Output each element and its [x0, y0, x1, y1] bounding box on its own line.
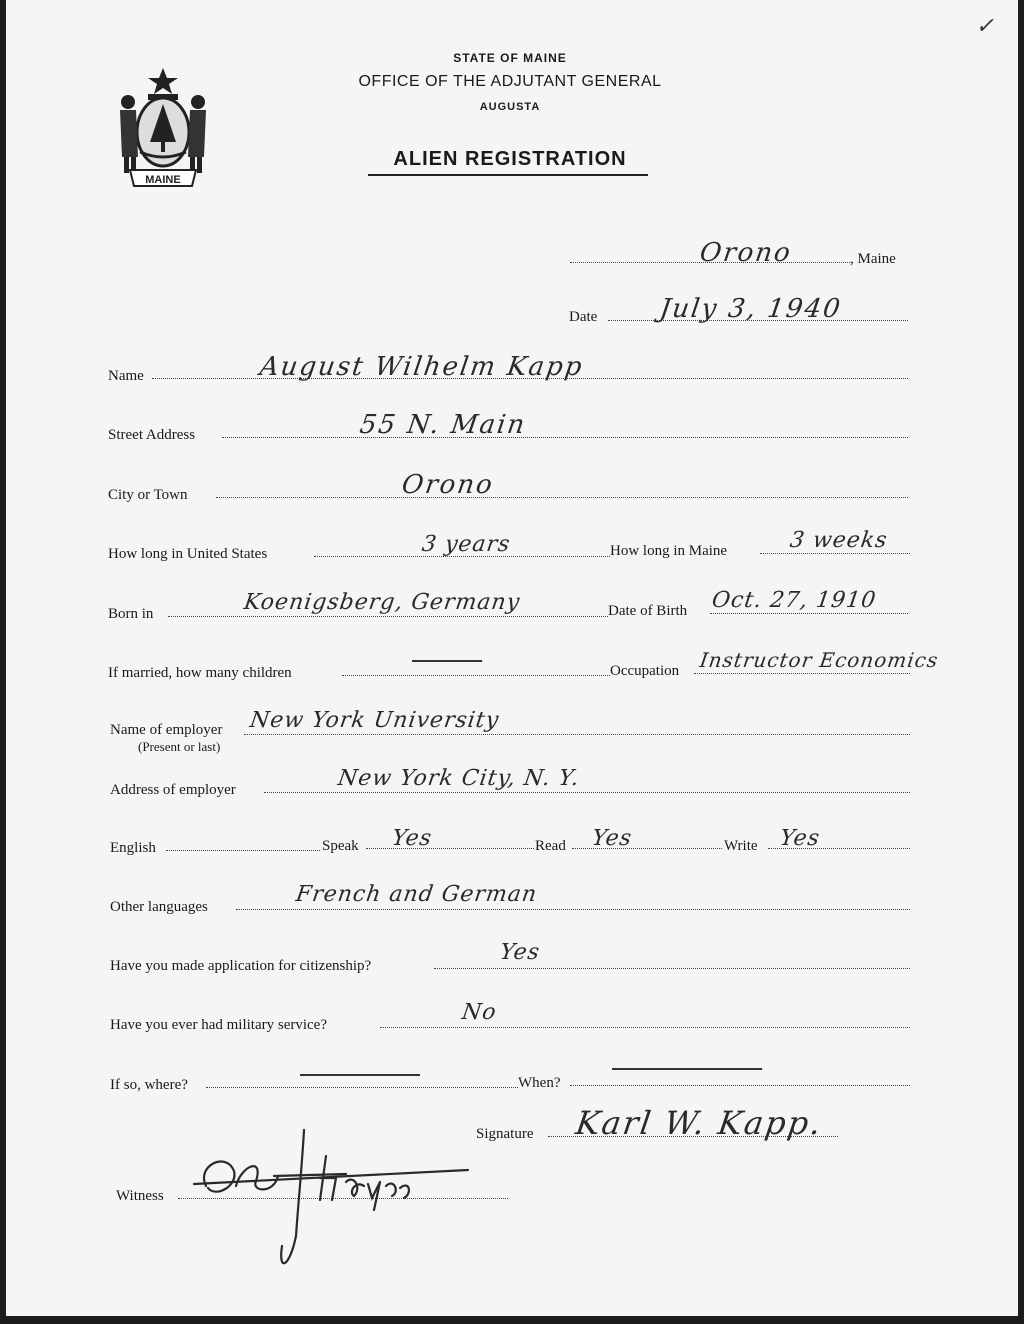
military-line — [380, 1027, 910, 1028]
scan-edge-right — [1018, 0, 1024, 1324]
seal-banner: MAINE — [145, 174, 181, 186]
street-line — [222, 437, 908, 438]
place-field[interactable]: Orono — [697, 238, 794, 268]
other-languages-field[interactable]: French and German — [294, 882, 539, 907]
other-languages-line — [236, 909, 910, 910]
employer-address-label: Address of employer — [110, 782, 236, 798]
children-label: If married, how many children — [108, 665, 292, 681]
date-label: Date — [569, 309, 598, 325]
military-label: Have you ever had military service? — [110, 1017, 327, 1033]
write-label: Write — [724, 838, 758, 854]
occupation-label: Occupation — [610, 663, 680, 679]
dob-label: Date of Birth — [608, 603, 688, 619]
when-line — [570, 1085, 910, 1086]
read-label: Read — [535, 838, 566, 854]
city-label: City or Town — [108, 487, 188, 503]
english-line — [166, 850, 320, 851]
scan-edge-bottom — [0, 1316, 1024, 1324]
employer-sublabel: (Present or last) — [138, 739, 221, 754]
english-label: English — [110, 840, 156, 856]
dob-line — [710, 613, 908, 614]
occupation-field[interactable]: Instructor Economics — [698, 648, 940, 672]
employer-address-field[interactable]: New York City, N. Y. — [336, 766, 582, 791]
form-title: ALIEN REGISTRATION — [393, 148, 627, 170]
children-dash — [412, 660, 482, 662]
date-field[interactable]: July 3, 1940 — [657, 294, 844, 324]
citizenship-field[interactable]: Yes — [498, 940, 542, 965]
occupation-line — [694, 673, 910, 674]
how-long-maine-field[interactable]: 3 weeks — [788, 528, 890, 553]
employer-field[interactable]: New York University — [248, 708, 501, 733]
signature-field[interactable]: Karl W. Kapp. — [573, 1104, 826, 1142]
employer-address-line — [264, 792, 910, 793]
speak-field[interactable]: Yes — [390, 826, 434, 851]
where-label: If so, where? — [110, 1077, 188, 1093]
witness-label: Witness — [116, 1188, 164, 1204]
check-mark: ✓ — [975, 14, 994, 39]
employer-line — [244, 734, 910, 735]
city-line — [216, 497, 908, 498]
how-long-maine-line — [760, 553, 910, 554]
other-languages-label: Other languages — [110, 899, 208, 915]
signature-label: Signature — [476, 1126, 534, 1142]
dob-field[interactable]: Oct. 27, 1910 — [710, 588, 878, 613]
how-long-us-field[interactable]: 3 years — [420, 532, 513, 557]
born-in-line — [168, 616, 608, 617]
born-in-field[interactable]: Koenigsberg, Germany — [242, 590, 522, 615]
how-long-us-label: How long in United States — [108, 546, 268, 562]
how-long-maine-label: How long in Maine — [610, 543, 728, 559]
city-field[interactable]: Orono — [399, 470, 496, 500]
state-heading: STATE OF MAINE — [453, 51, 567, 65]
born-in-label: Born in — [108, 606, 154, 622]
speak-label: Speak — [322, 838, 359, 854]
citizenship-line — [434, 968, 910, 969]
street-label: Street Address — [108, 427, 196, 443]
where-dash — [300, 1074, 420, 1076]
name-label: Name — [108, 368, 144, 384]
place-suffix: , Maine — [850, 251, 896, 267]
city-heading: AUGUSTA — [479, 101, 541, 113]
where-line — [206, 1087, 518, 1088]
office-heading: OFFICE OF THE ADJUTANT GENERAL — [358, 73, 662, 90]
street-field[interactable]: 55 N. Main — [357, 410, 529, 440]
when-dash — [612, 1068, 762, 1070]
citizenship-label: Have you made application for citizenship? — [110, 958, 372, 974]
military-field[interactable]: No — [460, 1000, 499, 1025]
write-field[interactable]: Yes — [778, 826, 822, 851]
witness-signature-icon[interactable] — [186, 1126, 476, 1276]
children-line — [342, 675, 610, 676]
employer-label: Name of employer — [110, 722, 223, 738]
when-label: When? — [518, 1075, 561, 1091]
scan-edge-left — [0, 0, 6, 1324]
title-underline — [368, 174, 648, 176]
maine-state-seal-icon — [108, 62, 218, 190]
read-field[interactable]: Yes — [590, 826, 634, 851]
name-field[interactable]: August Wilhelm Kapp — [257, 352, 586, 382]
